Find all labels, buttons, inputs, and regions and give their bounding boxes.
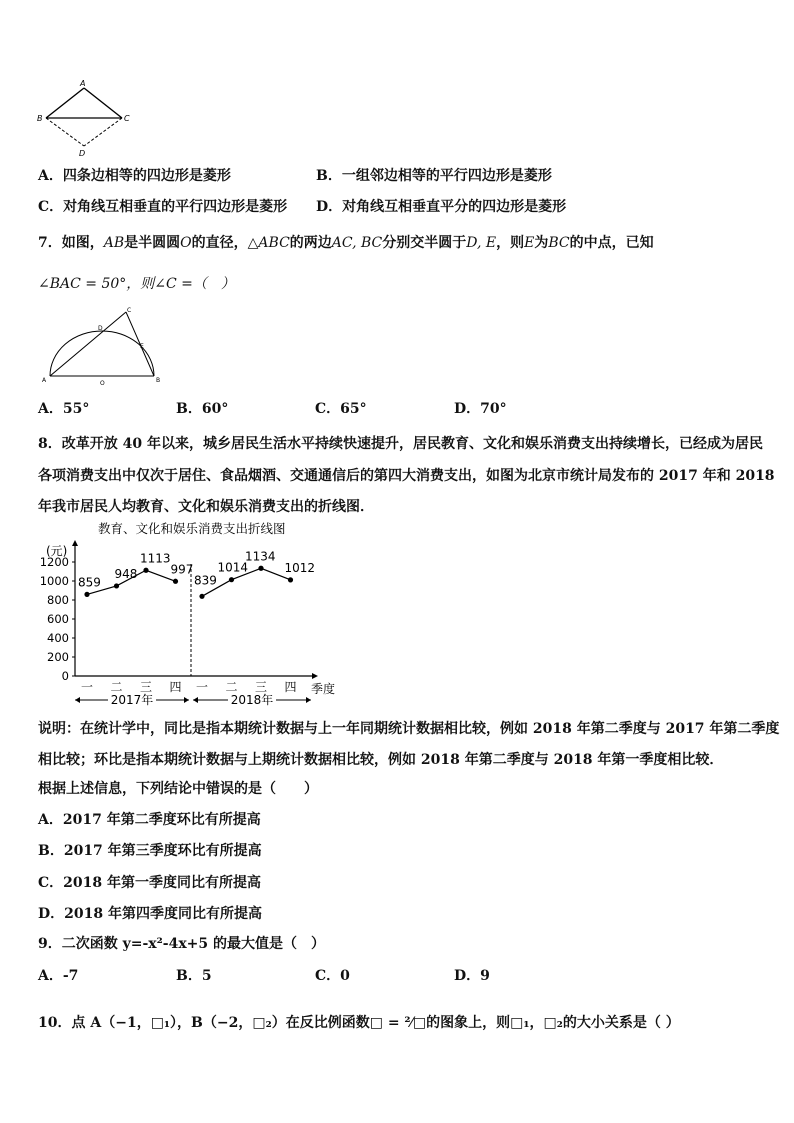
x-axis-arrow <box>312 673 318 679</box>
data-point <box>199 594 204 599</box>
data-point <box>114 583 119 588</box>
y-tick-label: 800 <box>47 593 69 607</box>
q8-option-a: A．2017 年第二季度环比有所提高 <box>38 812 261 828</box>
chart-x-label: 季度 <box>311 682 336 696</box>
semicircle-label-o: O <box>100 380 105 387</box>
q7-option-b: B．60° <box>176 401 229 417</box>
q8-stem-line1: 8．改革开放 40 年以来，城乡居民生活水平持续快速提升，居民教育、文化和娱乐消费支出持续增长，已经成为居民 <box>38 436 763 452</box>
rhombus-label-c: C <box>124 114 130 123</box>
semicircle-label-d: D <box>98 325 103 332</box>
rhombus-label-b: B <box>37 114 43 123</box>
data-point <box>173 579 178 584</box>
q8-stem-line3: 年我市居民人均教育、文化和娱乐消费支出的折线图． <box>38 499 374 515</box>
data-point <box>84 592 89 597</box>
q7-option-d: D．70° <box>454 401 507 417</box>
q7-option-a: A．55° <box>38 401 90 417</box>
data-label: 948 <box>114 566 138 581</box>
q8-option-d: D．2018 年第四季度同比有所提高 <box>38 906 262 922</box>
y-tick-label: 1200 <box>39 555 69 569</box>
data-point <box>258 566 263 571</box>
q6-option-a: A．四条边相等的四边形是菱形 <box>38 168 231 184</box>
data-label: 859 <box>78 575 101 590</box>
year-label: 2018年 <box>230 693 274 707</box>
data-label: 1014 <box>217 560 249 575</box>
y-tick-label: 0 <box>61 669 69 683</box>
chart-y-unit: (元) <box>46 544 68 558</box>
q9-option-c: C．0 <box>315 968 350 984</box>
x-tick-label: 四 <box>169 680 182 694</box>
consumption-line-chart <box>30 516 360 714</box>
q8-option-b: B．2017 年第三季度环比有所提高 <box>38 843 262 859</box>
data-point <box>288 577 293 582</box>
q8-question: 根据上述信息，下列结论中错误的是（ ） <box>38 781 318 797</box>
semicircle-label-e: E <box>140 343 144 350</box>
y-tick-label: 400 <box>47 631 69 645</box>
y-tick-label: 200 <box>47 650 69 664</box>
q9-option-b: B．5 <box>176 968 212 984</box>
year-bracket-arrow <box>193 697 198 703</box>
q6-option-d: D．对角线互相垂直平分的四边形是菱形 <box>316 199 567 215</box>
q7-option-c: C．65° <box>315 401 367 417</box>
q10-stem: 10．点 A（−1，□₁），B（−2，□₂）在反比例函数□ = ²⁄□的图象上，则□₁，□₂的大小关系是（ ） <box>38 1015 680 1031</box>
x-tick-label: 二 <box>110 680 123 694</box>
q8-note-line2: 相比较；环比是指本期统计数据与上期统计数据相比较，例如 2018 年第二季度与 2018 年第一季度相比较． <box>38 752 724 768</box>
x-tick-label: 二 <box>225 680 238 694</box>
q6-option-c: C．对角线互相垂直的平行四边形是菱形 <box>38 199 288 215</box>
semicircle-label-b: B <box>156 377 161 384</box>
semicircle-label-a: A <box>42 377 47 384</box>
q7-stem-line1: 7．如图，AB是半圆圆O的直径，△ABC的两边AC, BC分别交半圆于D, E，则E为BC的中点，已知 <box>38 235 654 251</box>
q6-option-b: B．一组邻边相等的平行四边形是菱形 <box>316 168 552 184</box>
year-label: 2017年 <box>110 693 154 707</box>
x-tick-label: 一 <box>195 680 209 694</box>
rhombus-label-a: A <box>80 79 86 88</box>
data-label: 1012 <box>284 560 316 575</box>
year-bracket-arrow <box>75 697 80 703</box>
data-point <box>229 577 234 582</box>
y-tick-label: 600 <box>47 612 69 626</box>
x-tick-label: 一 <box>80 680 94 694</box>
semicircle-figure <box>36 304 166 390</box>
semicircle-label-c: C <box>127 307 132 314</box>
data-label: 1134 <box>245 549 276 564</box>
year-bracket-arrow <box>184 697 189 703</box>
data-label: 839 <box>194 573 217 588</box>
data-point <box>143 568 148 573</box>
data-label: 1113 <box>140 551 171 566</box>
q9-option-d: D．9 <box>454 968 490 984</box>
rhombus-label-d: D <box>79 149 86 158</box>
q9-stem: 9．二次函数 y=-x²-4x+5 的最大值是（ ） <box>38 936 326 952</box>
q8-note-line1: 说明：在统计学中，同比是指本期统计数据与上一年同期统计数据相比较，例如 2018 年第二季度与 2017 年第二季度 <box>38 721 780 737</box>
rhombus-figure <box>34 76 134 158</box>
x-tick-label: 四 <box>284 680 297 694</box>
q9-option-a: A．-7 <box>38 968 79 984</box>
q8-option-c: C．2018 年第一季度同比有所提高 <box>38 875 261 891</box>
chart-title: 教育、文化和娱乐消费支出折线图 <box>98 521 286 536</box>
data-label: 997 <box>170 562 194 577</box>
y-axis-arrow <box>72 540 78 546</box>
x-tick-label: 三 <box>139 680 153 694</box>
q7-stem-line2: ∠BAC = 50°，则∠C =（ ） <box>38 276 235 292</box>
y-tick-label: 1000 <box>39 574 69 588</box>
q8-stem-line2: 各项消费支出中仅次于居住、食品烟酒、交通通信后的第四大消费支出，如图为北京市统计局发布的 2017 年和 2018 <box>38 468 775 484</box>
year-bracket-arrow <box>306 697 311 703</box>
x-tick-label: 三 <box>254 680 268 694</box>
